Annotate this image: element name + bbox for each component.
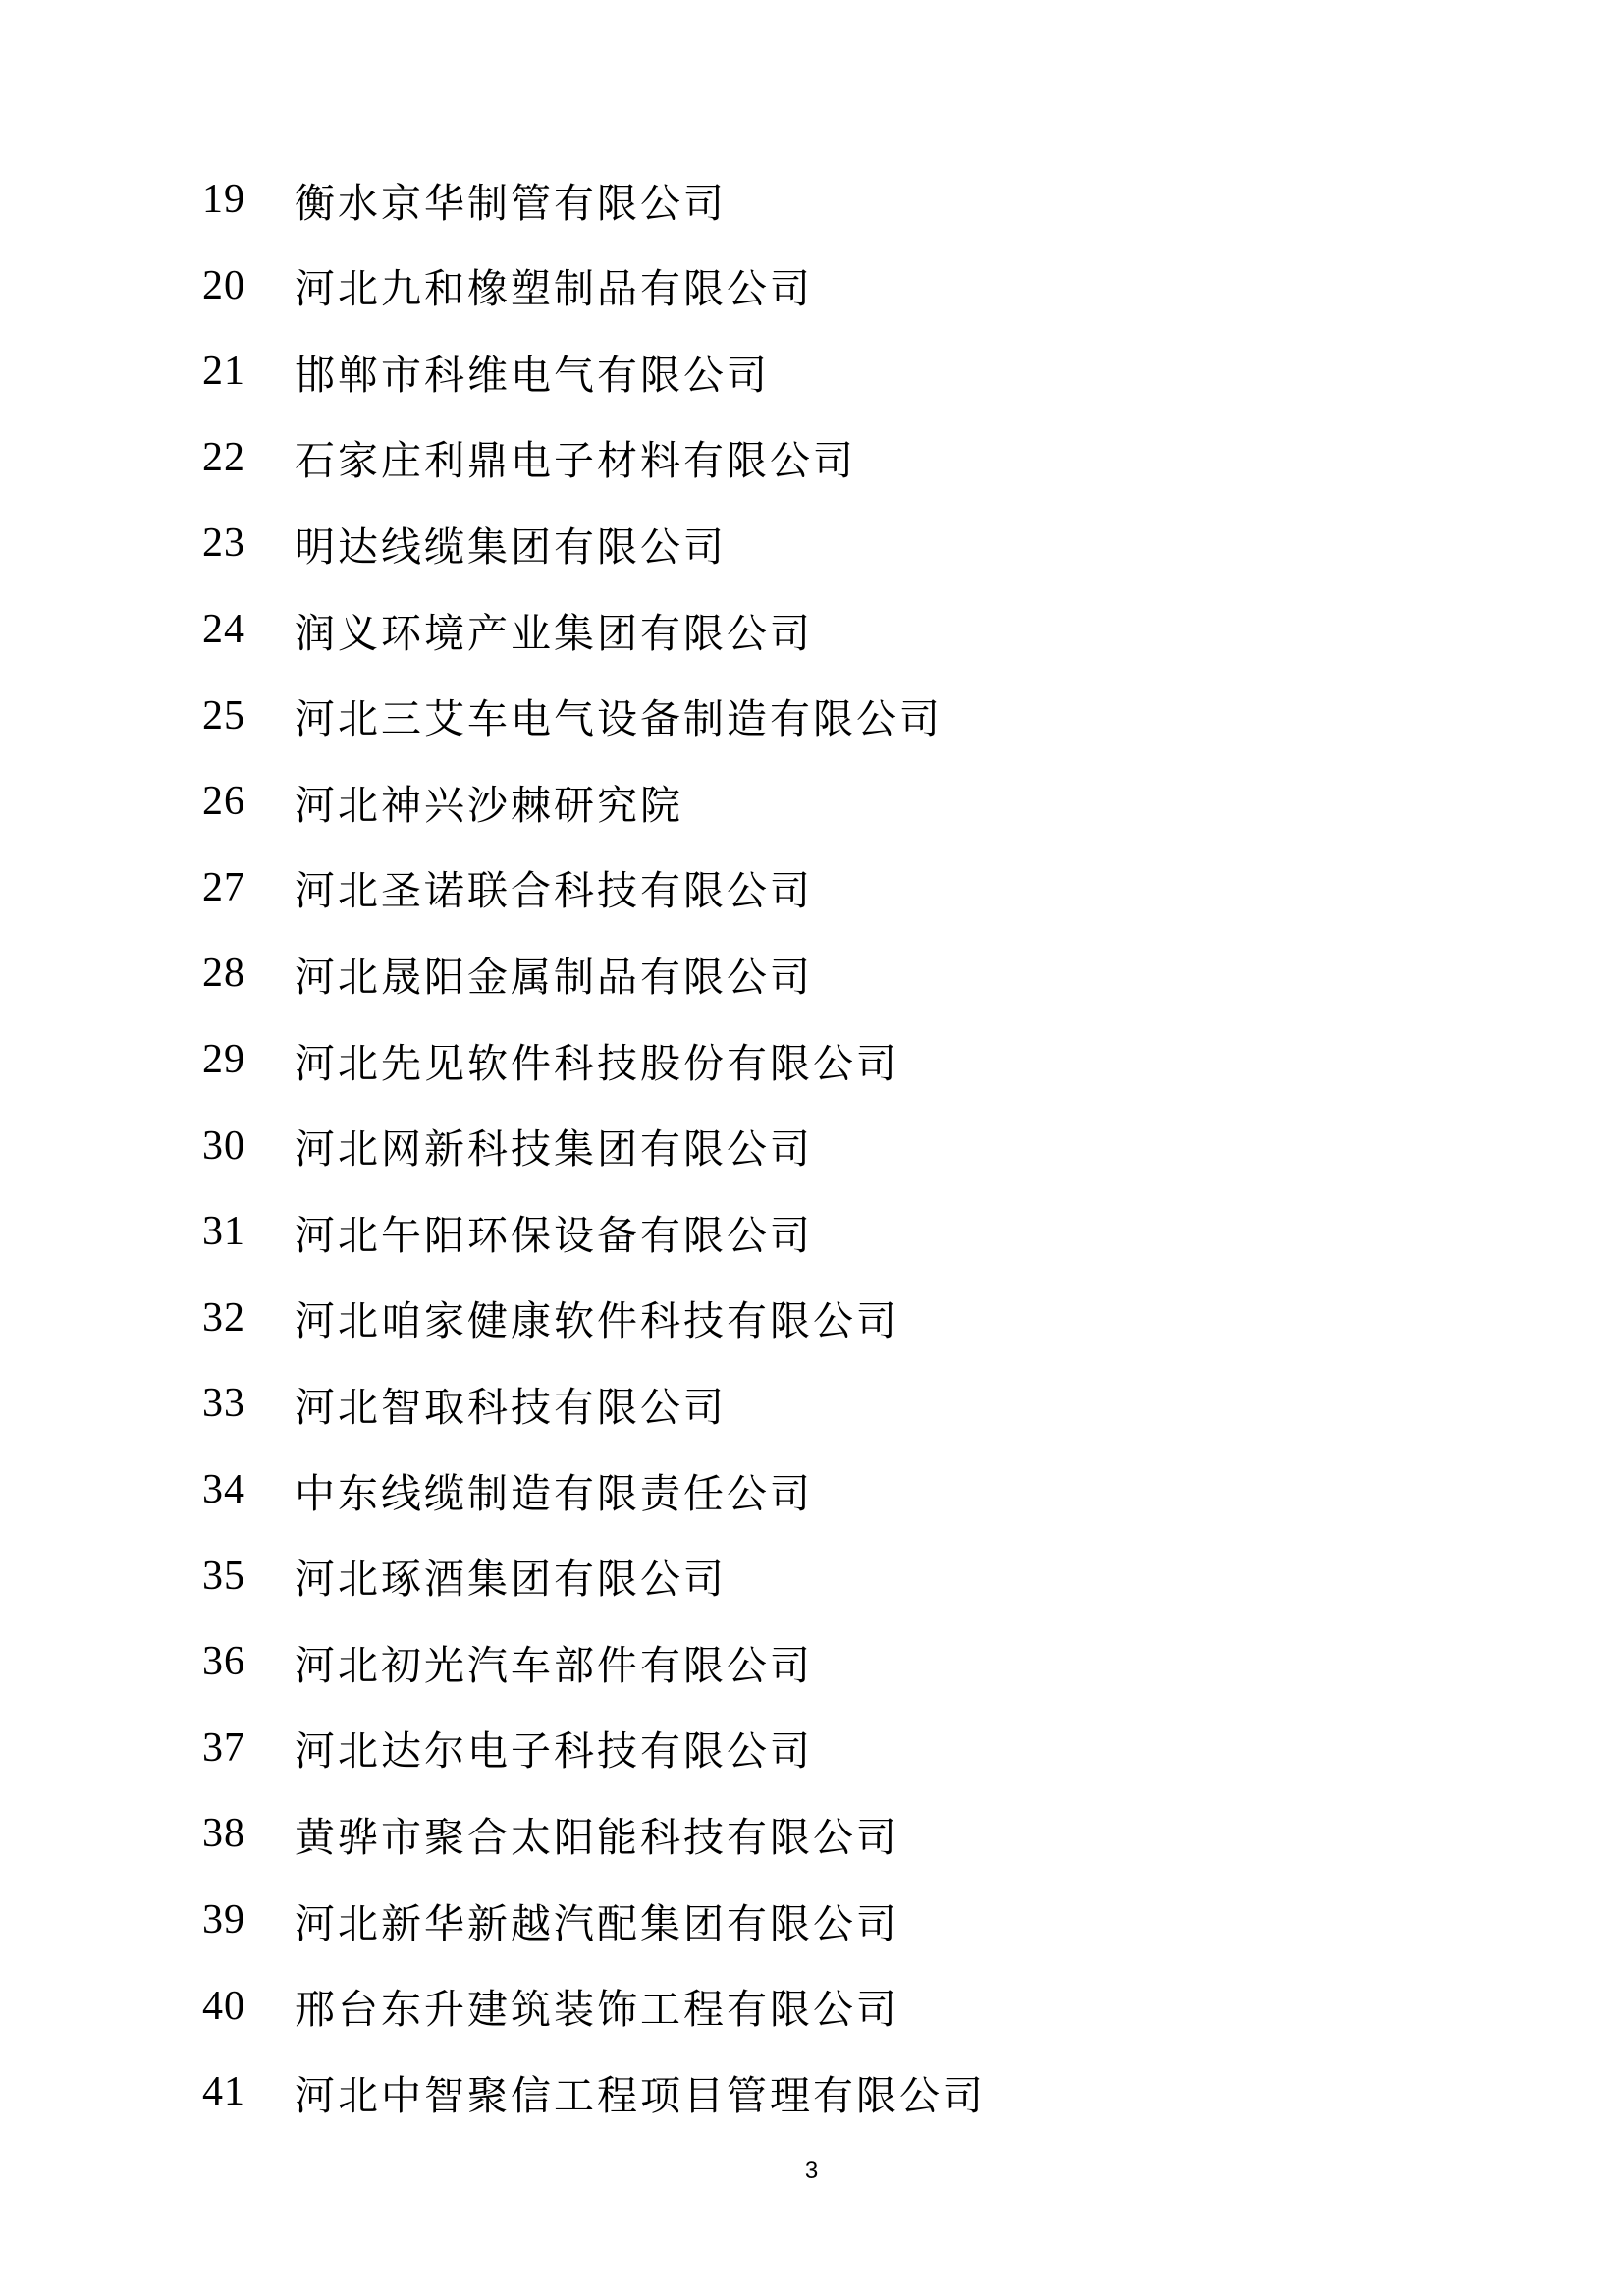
company-name: 河北中智聚信工程项目管理有限公司 bbox=[295, 2071, 986, 2119]
item-number: 38 bbox=[202, 1811, 245, 1857]
list-item bbox=[202, 1030, 899, 1089]
list-item bbox=[202, 256, 813, 315]
company-name: 石家庄利鼎电子材料有限公司 bbox=[295, 437, 856, 485]
item-number: 23 bbox=[202, 520, 245, 567]
company-name: 河北午阳环保设备有限公司 bbox=[295, 1211, 813, 1259]
list-item bbox=[202, 1288, 899, 1347]
item-number: 33 bbox=[202, 1381, 245, 1427]
company-name: 邢台东升建筑装饰工程有限公司 bbox=[295, 1986, 899, 2034]
company-name: 黄骅市聚合太阳能科技有限公司 bbox=[295, 1813, 899, 1861]
company-name: 河北晟阳金属制品有限公司 bbox=[295, 953, 813, 1001]
list-item bbox=[202, 1632, 813, 1691]
item-number: 19 bbox=[202, 177, 245, 222]
company-name: 河北新华新越汽配集团有限公司 bbox=[295, 1899, 899, 1947]
item-number: 26 bbox=[202, 779, 245, 825]
page-number: 3 bbox=[804, 2158, 819, 2184]
company-name: 润义环境产业集团有限公司 bbox=[295, 609, 813, 657]
item-number: 22 bbox=[202, 434, 245, 480]
item-number: 41 bbox=[202, 2069, 245, 2115]
company-name: 河北咱家健康软件科技有限公司 bbox=[295, 1297, 899, 1345]
item-number: 30 bbox=[202, 1122, 245, 1169]
item-number: 36 bbox=[202, 1639, 245, 1685]
company-name: 河北神兴沙棘研究院 bbox=[295, 781, 683, 829]
list-item bbox=[202, 2062, 986, 2121]
list-item bbox=[202, 944, 813, 1003]
company-name: 河北初光汽车部件有限公司 bbox=[295, 1641, 813, 1689]
list-item bbox=[202, 1202, 813, 1261]
item-number: 27 bbox=[202, 864, 245, 910]
item-number: 40 bbox=[202, 1983, 245, 2029]
list-item bbox=[202, 342, 770, 401]
list-item bbox=[202, 428, 856, 487]
item-number: 32 bbox=[202, 1294, 245, 1340]
item-number: 39 bbox=[202, 1897, 245, 1942]
company-name: 衡水京华制管有限公司 bbox=[295, 179, 727, 227]
list-item bbox=[202, 772, 683, 831]
item-number: 29 bbox=[202, 1037, 245, 1082]
item-number: 34 bbox=[202, 1467, 245, 1512]
item-number: 31 bbox=[202, 1209, 245, 1255]
list-item bbox=[202, 686, 943, 745]
list-item bbox=[202, 1719, 813, 1777]
item-number: 35 bbox=[202, 1553, 245, 1599]
item-number: 21 bbox=[202, 349, 245, 395]
list-item bbox=[202, 1890, 899, 1949]
company-name: 河北九和橡塑制品有限公司 bbox=[295, 265, 813, 313]
company-name: 邯郸市科维电气有限公司 bbox=[295, 351, 770, 399]
list-item bbox=[202, 600, 813, 659]
list-item bbox=[202, 170, 727, 229]
company-name: 河北琢酒集团有限公司 bbox=[295, 1556, 727, 1604]
list-item bbox=[202, 1117, 813, 1175]
company-name: 河北三艾车电气设备制造有限公司 bbox=[295, 695, 943, 743]
company-name: 明达线缆集团有限公司 bbox=[295, 522, 727, 571]
company-name: 河北达尔电子科技有限公司 bbox=[295, 1727, 813, 1776]
item-number: 20 bbox=[202, 262, 245, 308]
company-name: 中东线缆制造有限责任公司 bbox=[295, 1469, 813, 1517]
company-name: 河北网新科技集团有限公司 bbox=[295, 1125, 813, 1174]
list-item bbox=[202, 1547, 727, 1606]
item-number: 37 bbox=[202, 1724, 245, 1771]
item-number: 28 bbox=[202, 951, 245, 997]
list-item bbox=[202, 1977, 899, 2036]
company-name: 河北圣诺联合科技有限公司 bbox=[295, 867, 813, 915]
company-name: 河北智取科技有限公司 bbox=[295, 1383, 727, 1431]
item-number: 24 bbox=[202, 607, 245, 652]
list-item bbox=[202, 1804, 899, 1863]
list-item bbox=[202, 514, 727, 573]
list-item bbox=[202, 1374, 727, 1433]
company-name: 河北先见软件科技股份有限公司 bbox=[295, 1039, 899, 1087]
list-item bbox=[202, 1460, 813, 1519]
list-item bbox=[202, 858, 813, 917]
item-number: 25 bbox=[202, 692, 245, 738]
